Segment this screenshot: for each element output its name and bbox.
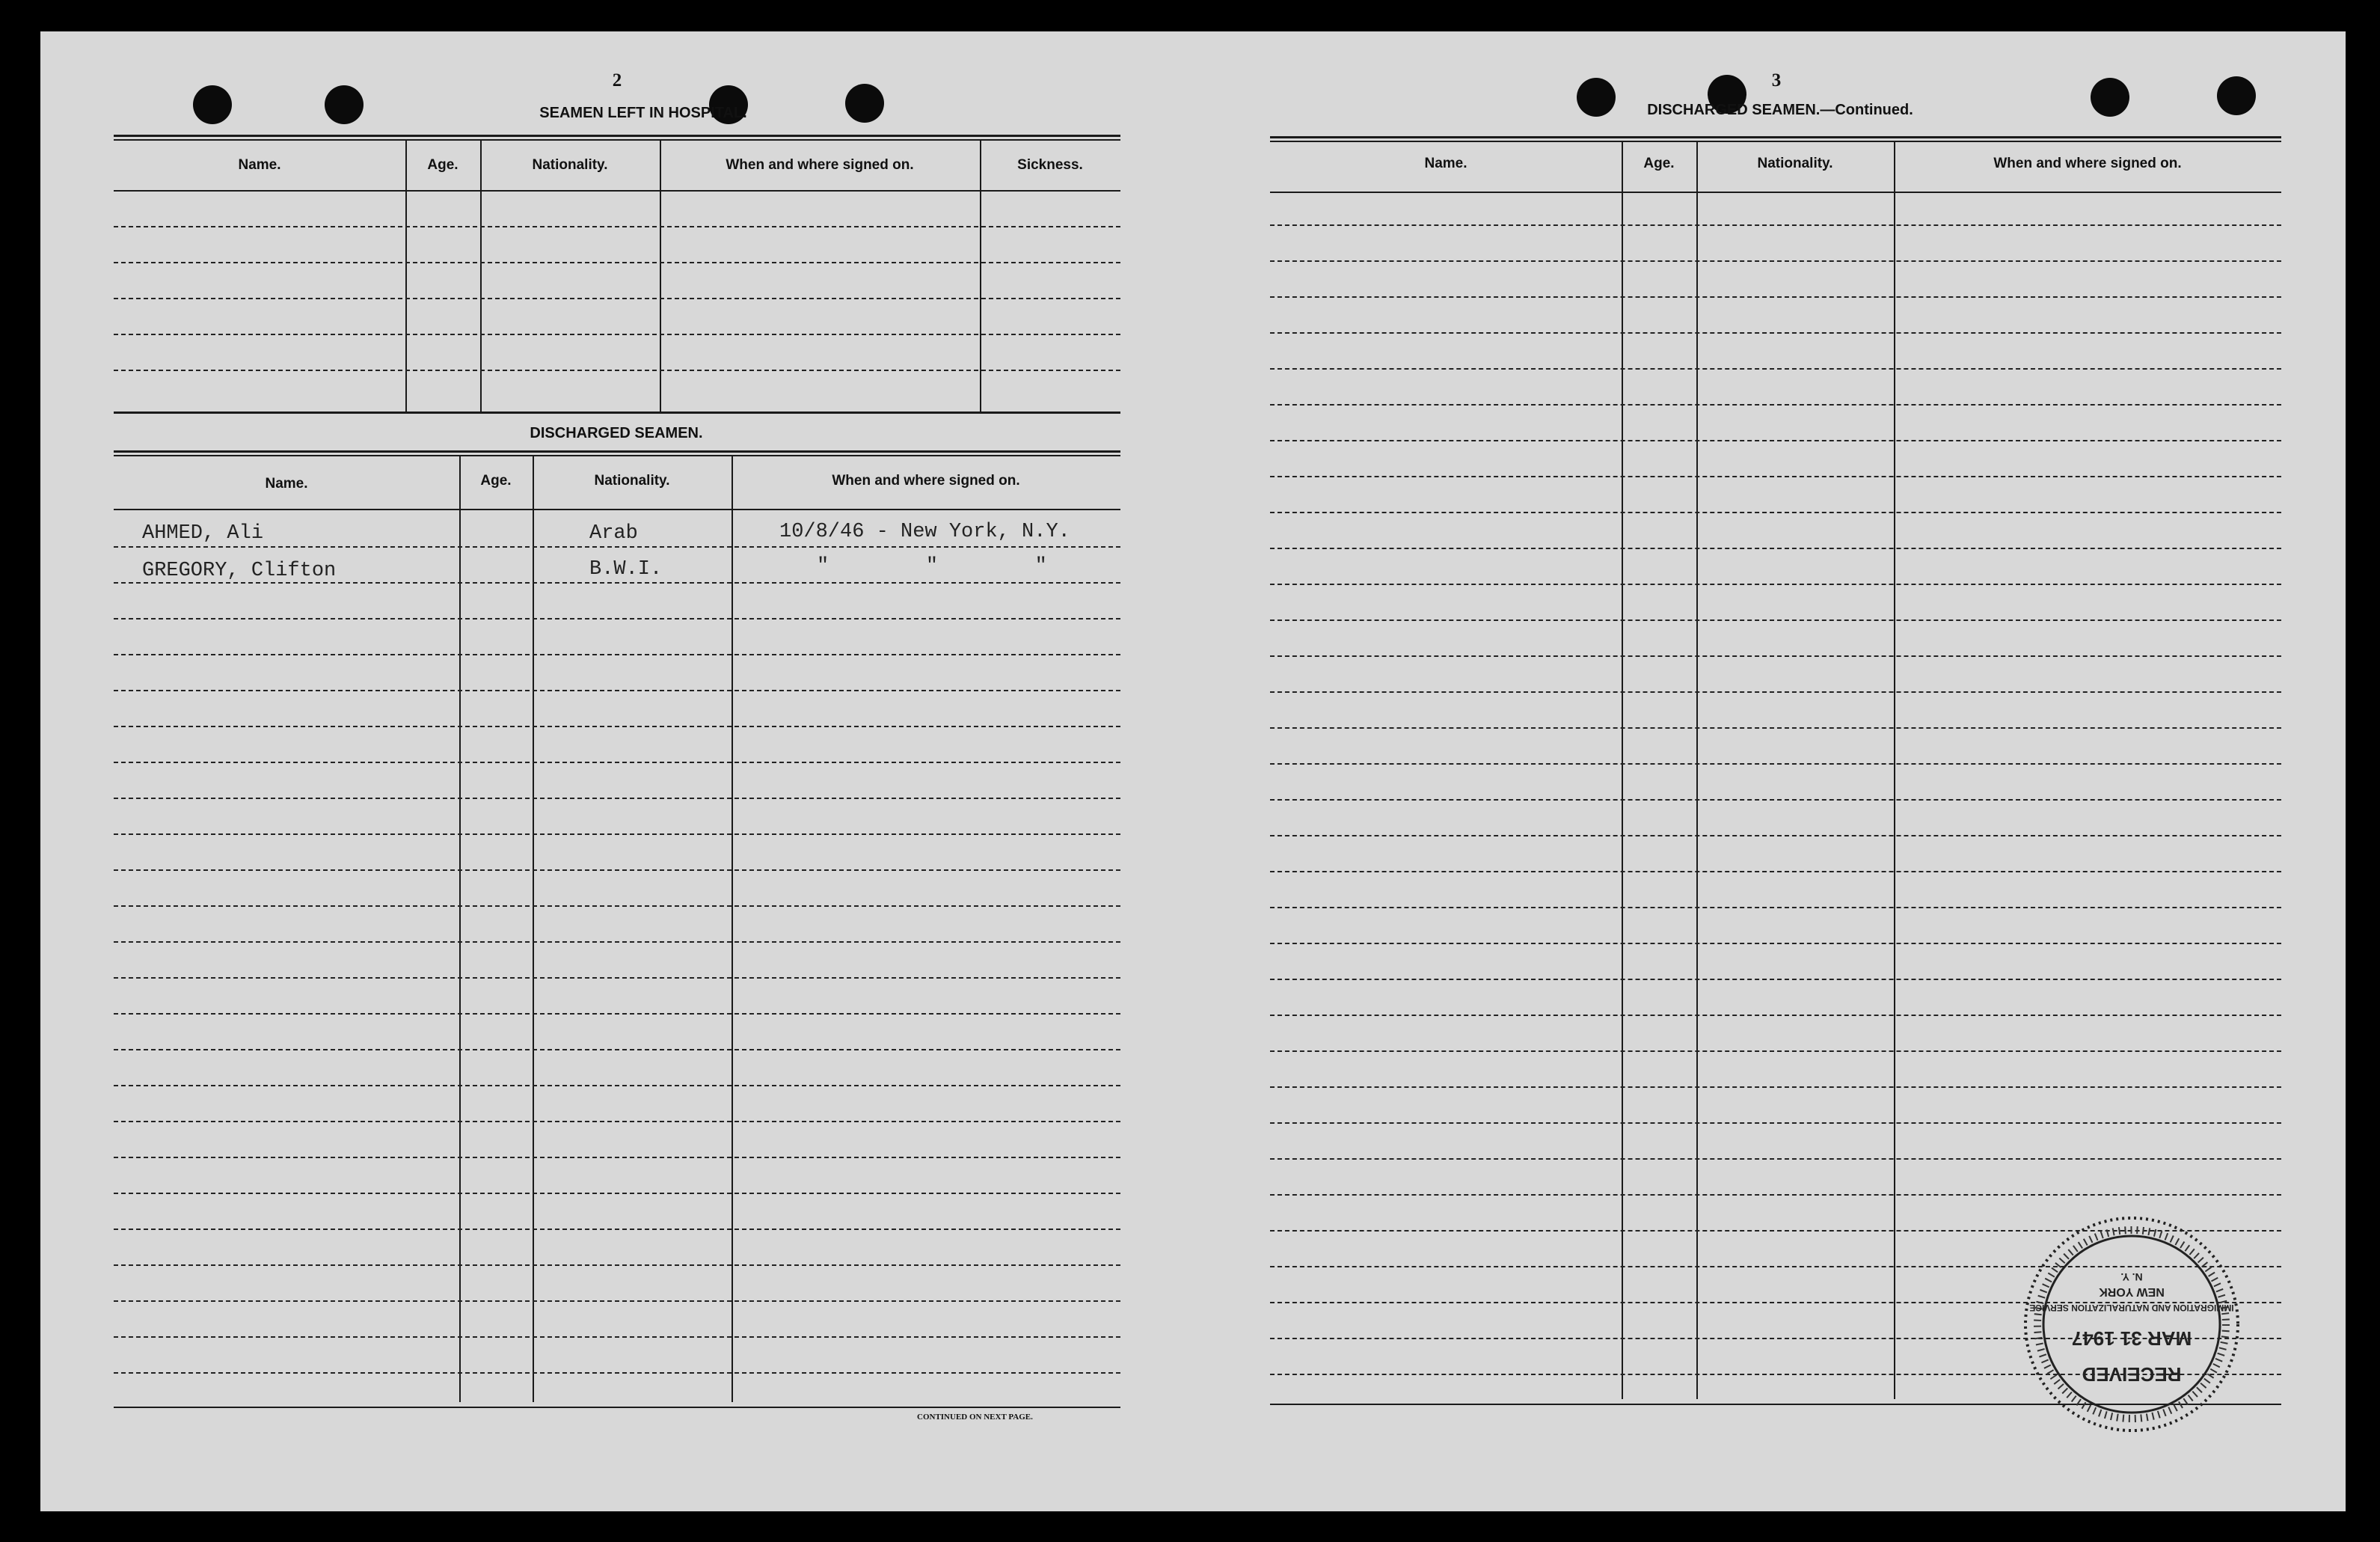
discharged-col-age: Age. bbox=[480, 473, 512, 489]
entry-line bbox=[1270, 691, 2281, 693]
rule bbox=[114, 135, 1120, 137]
row-1-nationality: Arab bbox=[589, 522, 638, 545]
entry-line bbox=[114, 1300, 1120, 1302]
rule bbox=[1270, 141, 2281, 142]
entry-line bbox=[114, 226, 1120, 227]
entry-line bbox=[1270, 440, 2281, 441]
hospital-col-nationality: Nationality. bbox=[532, 157, 608, 173]
row-2-nationality: B.W.I. bbox=[589, 558, 663, 581]
entry-line bbox=[114, 1264, 1120, 1266]
svg-text:IMMIGRATION AND NATURALIZATION: IMMIGRATION AND NATURALIZATION SERVICE bbox=[2029, 1303, 2234, 1313]
entry-line bbox=[1270, 835, 2281, 836]
entry-line bbox=[114, 1157, 1120, 1158]
entry-line bbox=[1270, 1194, 2281, 1196]
right-col-signed-on: When and where signed on. bbox=[1993, 156, 2182, 171]
entry-line bbox=[1270, 548, 2281, 549]
continued-footer: CONTINUED ON NEXT PAGE. bbox=[917, 1413, 1033, 1422]
column-divider bbox=[533, 456, 534, 1402]
rule bbox=[114, 450, 1120, 453]
entry-line bbox=[114, 726, 1120, 727]
svg-text:N. Y.: N. Y. bbox=[2120, 1271, 2143, 1283]
entry-line bbox=[114, 654, 1120, 655]
entry-line bbox=[114, 1049, 1120, 1050]
entry-line bbox=[114, 1085, 1120, 1086]
column-divider bbox=[459, 456, 461, 1402]
entry-line bbox=[1270, 1015, 2281, 1016]
entry-line bbox=[114, 1193, 1120, 1194]
received-stamp bbox=[2019, 1212, 2244, 1437]
entry-line bbox=[1270, 404, 2281, 406]
entry-line bbox=[114, 941, 1120, 943]
right-section-title: DISCHARGED SEAMEN.—Continued. bbox=[1647, 102, 1913, 118]
hospital-section-title: SEAMEN LEFT IN HOSPITAL. bbox=[539, 105, 747, 121]
entry-line bbox=[1270, 799, 2281, 801]
punch-hole bbox=[2217, 76, 2256, 115]
row-1-signed-on: 10/8/46 - New York, N.Y. bbox=[779, 521, 1070, 543]
discharged-col-signed-on: When and where signed on. bbox=[832, 473, 1020, 489]
entry-line bbox=[114, 762, 1120, 763]
entry-line bbox=[1270, 907, 2281, 908]
right-col-name: Name. bbox=[1424, 156, 1467, 171]
entry-line bbox=[1270, 476, 2281, 477]
rule bbox=[1270, 136, 2281, 138]
rule bbox=[114, 509, 1120, 510]
entry-line bbox=[114, 869, 1120, 871]
hospital-col-name: Name. bbox=[238, 157, 281, 173]
punch-hole bbox=[325, 85, 364, 124]
page-number-right: 3 bbox=[1771, 70, 1782, 91]
document-paper bbox=[40, 31, 2346, 1511]
entry-line bbox=[1270, 584, 2281, 585]
column-divider bbox=[1894, 142, 1895, 1399]
entry-line bbox=[1270, 332, 2281, 334]
entry-line bbox=[1270, 1122, 2281, 1124]
row-2-signed-on: " " " bbox=[817, 555, 1047, 578]
entry-line bbox=[1270, 871, 2281, 872]
entry-line bbox=[114, 1121, 1120, 1122]
svg-text:MAR 31 1947: MAR 31 1947 bbox=[2071, 1327, 2192, 1350]
entry-line bbox=[114, 298, 1120, 299]
entry-line bbox=[1270, 619, 2281, 621]
row-2-name: GREGORY, Clifton bbox=[142, 560, 337, 582]
entry-line bbox=[1270, 727, 2281, 729]
rule bbox=[114, 455, 1120, 456]
hospital-col-age: Age. bbox=[427, 157, 458, 173]
entry-line bbox=[114, 833, 1120, 835]
column-divider bbox=[732, 456, 733, 1402]
entry-line bbox=[114, 690, 1120, 691]
entry-line bbox=[1270, 368, 2281, 370]
entry-line bbox=[1270, 763, 2281, 765]
entry-line bbox=[1270, 1086, 2281, 1088]
entry-line bbox=[1270, 260, 2281, 262]
entry-line bbox=[114, 370, 1120, 371]
row-1-name: AHMED, Ali bbox=[142, 522, 264, 545]
column-divider bbox=[1696, 142, 1698, 1399]
entry-line bbox=[1270, 224, 2281, 226]
rule bbox=[114, 190, 1120, 192]
entry-line bbox=[1270, 655, 2281, 657]
entry-line bbox=[114, 905, 1120, 907]
hospital-col-signed-on: When and where signed on. bbox=[726, 157, 914, 173]
entry-line bbox=[114, 262, 1120, 263]
entry-line bbox=[1270, 943, 2281, 944]
hospital-col-sickness: Sickness. bbox=[1017, 157, 1083, 173]
entry-line bbox=[114, 1372, 1120, 1374]
entry-line bbox=[1270, 512, 2281, 513]
rule bbox=[114, 411, 1120, 414]
entry-line bbox=[114, 1336, 1120, 1338]
right-col-age: Age. bbox=[1643, 156, 1675, 171]
entry-line bbox=[114, 618, 1120, 619]
svg-text:NEW YORK: NEW YORK bbox=[2099, 1285, 2165, 1298]
entry-line bbox=[1270, 1158, 2281, 1160]
entry-line bbox=[114, 334, 1120, 335]
entry-line bbox=[114, 977, 1120, 979]
rule bbox=[114, 1407, 1120, 1408]
entry-line bbox=[114, 1013, 1120, 1015]
discharged-col-nationality: Nationality. bbox=[594, 473, 670, 489]
entry-line bbox=[114, 798, 1120, 799]
punch-hole bbox=[193, 85, 232, 124]
entry-line bbox=[1270, 296, 2281, 298]
page-number-left: 2 bbox=[612, 70, 622, 91]
entry-line bbox=[1270, 979, 2281, 980]
rule bbox=[114, 139, 1120, 141]
svg-text:RECEIVED: RECEIVED bbox=[2082, 1363, 2182, 1386]
entry-line bbox=[114, 1229, 1120, 1230]
column-divider bbox=[1622, 142, 1623, 1399]
entry-line bbox=[114, 582, 1120, 584]
discharged-col-name: Name. bbox=[265, 476, 308, 492]
entry-line bbox=[114, 546, 1120, 548]
discharged-section-title: DISCHARGED SEAMEN. bbox=[530, 425, 703, 441]
rule bbox=[1270, 192, 2281, 193]
right-col-nationality: Nationality. bbox=[1757, 156, 1833, 171]
entry-line bbox=[1270, 1050, 2281, 1052]
punch-hole bbox=[2091, 78, 2129, 117]
